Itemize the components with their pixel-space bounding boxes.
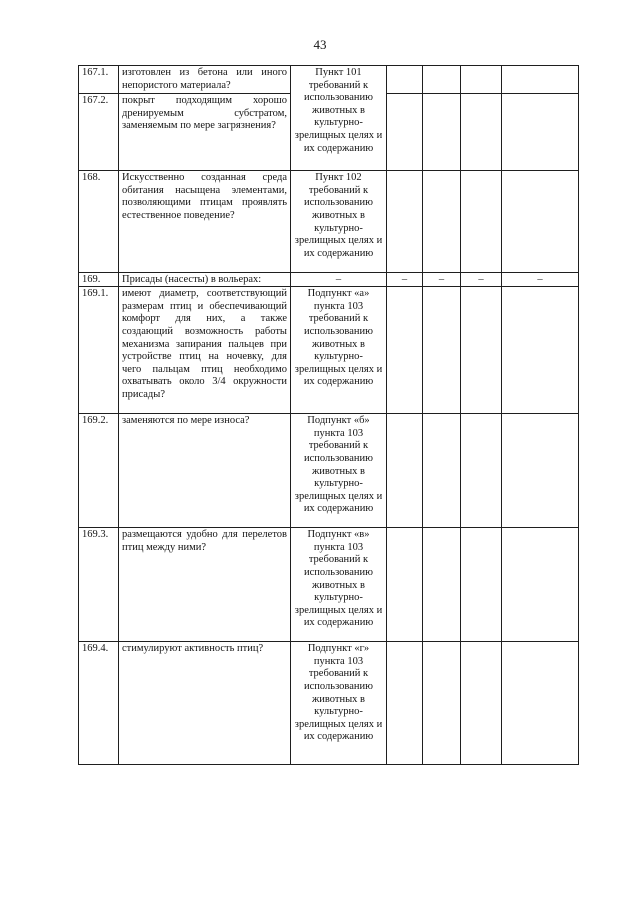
requirement-reference: Подпункт «а» пункта 103 требований к использованию животных в культурно-зрелищных целях и их содержанию: [291, 287, 387, 414]
dash-cell: –: [502, 273, 579, 287]
question-text: имеют диаметр, соответствующий размерам птиц и обеспечивающий комфорт для них, а также создающий возможность работы механизма запирания пальцев при устройстве птиц на ночевку, для чего пальцам птиц необходимо охватывать около 3/4 окружности присады?: [119, 287, 291, 414]
table-row: [79, 287, 579, 414]
requirement-reference: –: [291, 273, 387, 287]
answer-cell-note[interactable]: [502, 642, 579, 765]
row-number: 167.2.: [79, 94, 119, 171]
answer-cell-yes[interactable]: [387, 287, 423, 414]
answer-cell-na[interactable]: [461, 642, 502, 765]
dash-cell: –: [423, 273, 461, 287]
row-number: 169.2.: [79, 414, 119, 528]
checklist-table: [78, 65, 579, 765]
table-row: [79, 642, 579, 765]
answer-cell-na[interactable]: [461, 528, 502, 642]
answer-cell-yes[interactable]: [387, 528, 423, 642]
table-row: [79, 171, 579, 273]
answer-cell-na[interactable]: [461, 414, 502, 528]
row-number: 169.1.: [79, 287, 119, 414]
table-row: [79, 273, 579, 287]
answer-cell-yes[interactable]: [387, 66, 423, 94]
question-text: стимулируют активность птиц?: [119, 642, 291, 765]
answer-cell-note[interactable]: [502, 94, 579, 171]
answer-cell-yes[interactable]: [387, 94, 423, 171]
answer-cell-no[interactable]: [423, 414, 461, 528]
answer-cell-note[interactable]: [502, 414, 579, 528]
answer-cell-no[interactable]: [423, 66, 461, 94]
answer-cell-note[interactable]: [502, 287, 579, 414]
row-number: 167.1.: [79, 66, 119, 94]
answer-cell-yes[interactable]: [387, 414, 423, 528]
answer-cell-no[interactable]: [423, 642, 461, 765]
question-text: заменяются по мере износа?: [119, 414, 291, 528]
answer-cell-note[interactable]: [502, 171, 579, 273]
answer-cell-na[interactable]: [461, 287, 502, 414]
page-number: 43: [313, 37, 327, 52]
table-row: [79, 414, 579, 528]
answer-cell-na[interactable]: [461, 171, 502, 273]
question-text: Искусственно созданная среда обитания насыщена элементами, позволяющими птицам проявлять естественное поведение?: [119, 171, 291, 273]
dash-cell: –: [387, 273, 423, 287]
dash-cell: –: [461, 273, 502, 287]
answer-cell-no[interactable]: [423, 94, 461, 171]
row-number: 169.3.: [79, 528, 119, 642]
table-row: [79, 528, 579, 642]
requirement-reference: Пункт 101 требований к использованию животных в культурно-зрелищных целях и их содержанию: [291, 66, 387, 171]
answer-cell-no[interactable]: [423, 287, 461, 414]
row-number: 168.: [79, 171, 119, 273]
answer-cell-yes[interactable]: [387, 171, 423, 273]
question-text: покрыт подходящим хорошо дренируемым субстратом, заменяемым по мере загрязнения?: [119, 94, 291, 171]
requirement-reference: Подпункт «в» пункта 103 требований к использованию животных в культурно-зрелищных целях и их содержанию: [291, 528, 387, 642]
answer-cell-note[interactable]: [502, 528, 579, 642]
table-row: [79, 66, 579, 94]
answer-cell-note[interactable]: [502, 66, 579, 94]
answer-cell-yes[interactable]: [387, 642, 423, 765]
question-text: Присады (насесты) в вольерах:: [119, 273, 291, 287]
row-number: 169.: [79, 273, 119, 287]
question-text: изготовлен из бетона или иного непористого материала?: [119, 66, 291, 94]
question-text: размещаются удобно для перелетов птиц между ними?: [119, 528, 291, 642]
answer-cell-no[interactable]: [423, 528, 461, 642]
answer-cell-na[interactable]: [461, 94, 502, 171]
row-number: 169.4.: [79, 642, 119, 765]
requirement-reference: Подпункт «г» пункта 103 требований к использованию животных в культурно-зрелищных целях и их содержанию: [291, 642, 387, 765]
answer-cell-no[interactable]: [423, 171, 461, 273]
requirement-reference: Пункт 102 требований к использованию животных в культурно-зрелищных целях и их содержанию: [291, 171, 387, 273]
requirement-reference: Подпункт «б» пункта 103 требований к использованию животных в культурно-зрелищных целях и их содержанию: [291, 414, 387, 528]
answer-cell-na[interactable]: [461, 66, 502, 94]
